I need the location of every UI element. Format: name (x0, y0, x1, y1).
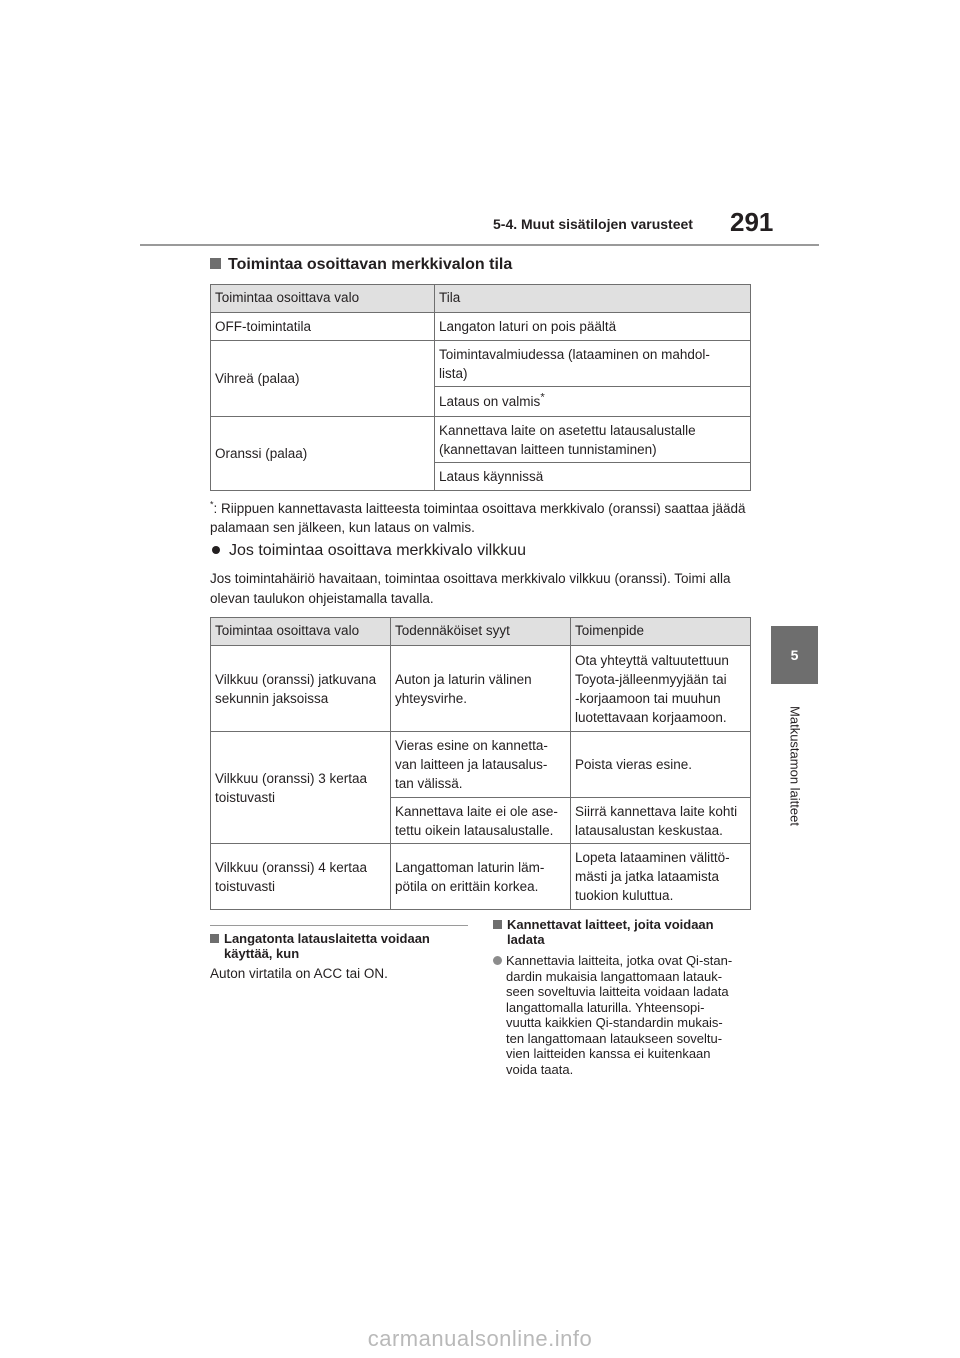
table-cell: Vihreä (palaa) (211, 341, 435, 417)
bullet-icon (212, 546, 220, 554)
column-header: Todennäköiset syyt (391, 618, 571, 646)
table-cell: Lopeta lataaminen välittö- mästi ja jatka lataamista tuokion kuluttua. (571, 844, 751, 910)
table-row (211, 844, 751, 910)
asterisk: * (540, 391, 545, 404)
table-cell: Siirrä kannettava laite kohti latausalustan keskustaa. (571, 798, 751, 844)
table-cell: OFF-toimintatila (211, 313, 435, 341)
chapter-label (770, 692, 820, 840)
table-cell: Ota yhteyttä valtuutettuun Toyota-jälleenmyyjään tai -korjaamoon tai muuhun luotettavaan korjaamoon. (571, 646, 751, 732)
table-cell: Vilkkuu (oranssi) 4 kertaa toistuvasti (211, 844, 391, 910)
info-box-left-title (210, 931, 468, 961)
table-row (211, 646, 751, 732)
table-cell: Auton ja laturin välinen yhteysvirhe. (391, 646, 571, 732)
cell-text: Lataus on valmis (439, 394, 541, 409)
square-bullet-icon (493, 920, 502, 929)
table-row (211, 341, 751, 387)
watermark: carmanualsonline.info (367, 1326, 593, 1351)
table-cell: Vilkkuu (oranssi) jatkuvana sekunnin jaksoissa (211, 646, 391, 732)
table-cell: Langattoman laturin läm- pötila on erittäin korkea. (391, 844, 571, 910)
table-cell: Vieras esine on kannetta- van laitteen ja latausalus- tan välissä. (391, 732, 571, 798)
table-cell: Toimintavalmiudessa (lataaminen on mahdol- lista) (435, 341, 751, 387)
box-body-text: Kannettavia laitteita, jotka ovat Qi-stan- dardin mukaisia langattomaan latauk- seen soveltuvia laitteita voidaan ladata langattomalla laturilla. Yhteensopi- vuutta kaikkien Qi-standardin mukais- ten langattomaan lataukseen soveltu- vien laitteiden kanssa ei kuitenkaan voida taata. (506, 953, 733, 1077)
square-bullet-icon (210, 258, 221, 269)
table-row (211, 417, 751, 463)
table-cell: Oranssi (palaa) (211, 417, 435, 491)
page-number: 291 (730, 207, 774, 237)
column-header: Tila (435, 285, 751, 313)
chapter-number: 5 (790, 647, 799, 663)
footnote-mark: * (210, 499, 214, 510)
table-cell (435, 387, 751, 417)
table-cell: Lataus käynnissä (435, 463, 751, 491)
info-box-right-text (493, 953, 755, 1077)
box-title-text: Langatonta latauslaitetta voidaan käyttää, kun (224, 931, 430, 961)
table-cell: Kannettava laite on asetettu latausalustalle (kannettavan laitteen tunnistaminen) (435, 417, 751, 463)
subsection-heading-blinking (210, 542, 526, 560)
table-cell: Vilkkuu (oranssi) 3 kertaa toistuvasti (211, 732, 391, 844)
table-row (211, 313, 751, 341)
info-box-right-title (493, 917, 753, 947)
section-heading-status (210, 256, 512, 274)
section-title: 5-4. Muut sisätilojen varusteet (493, 216, 693, 232)
intro-paragraph: Jos toimintahäiriö havaitaan, toimintaa osoittava merkkivalo vilkkuu (oranssi). Toimi alla olevan taulukon ohjeistamalla tavalla. (210, 571, 731, 606)
table-cell: Kannettava laite ei ole ase- tettu oikein latausalustalle. (391, 798, 571, 844)
table-header-row (211, 618, 751, 646)
column-header: Toimenpide (571, 618, 751, 646)
status-table (210, 284, 751, 491)
footnote (210, 499, 750, 537)
table-cell: Langaton laturi on pois päältä (435, 313, 751, 341)
info-box-left-text: Auton virtatila on ACC tai ON. (210, 966, 388, 981)
bullet-icon (493, 956, 502, 965)
footnote-text: : Riippuen kannettavasta laitteesta toimintaa osoittava merkkivalo (oranssi) saattaa jäädä palamaan sen jälkeen, kun lataus on valmis. (210, 501, 746, 535)
chapter-title: Matkustamon laitteet (787, 706, 803, 826)
heading-text: Jos toimintaa osoittava merkkivalo vilkkuu (229, 542, 527, 559)
column-divider (210, 925, 468, 926)
chapter-tab (771, 626, 818, 684)
box-title-text: Kannettavat laitteet, joita voidaan ladata (507, 917, 714, 947)
header-divider (140, 244, 819, 246)
square-bullet-icon (210, 934, 219, 943)
table-header-row (211, 285, 751, 313)
table-row (211, 732, 751, 798)
column-header: Toimintaa osoittava valo (211, 285, 435, 313)
heading-text: Toimintaa osoittavan merkkivalon tila (228, 256, 513, 273)
table-cell: Poista vieras esine. (571, 732, 751, 798)
column-header: Toimintaa osoittava valo (211, 618, 391, 646)
troubleshooting-table (210, 617, 751, 910)
